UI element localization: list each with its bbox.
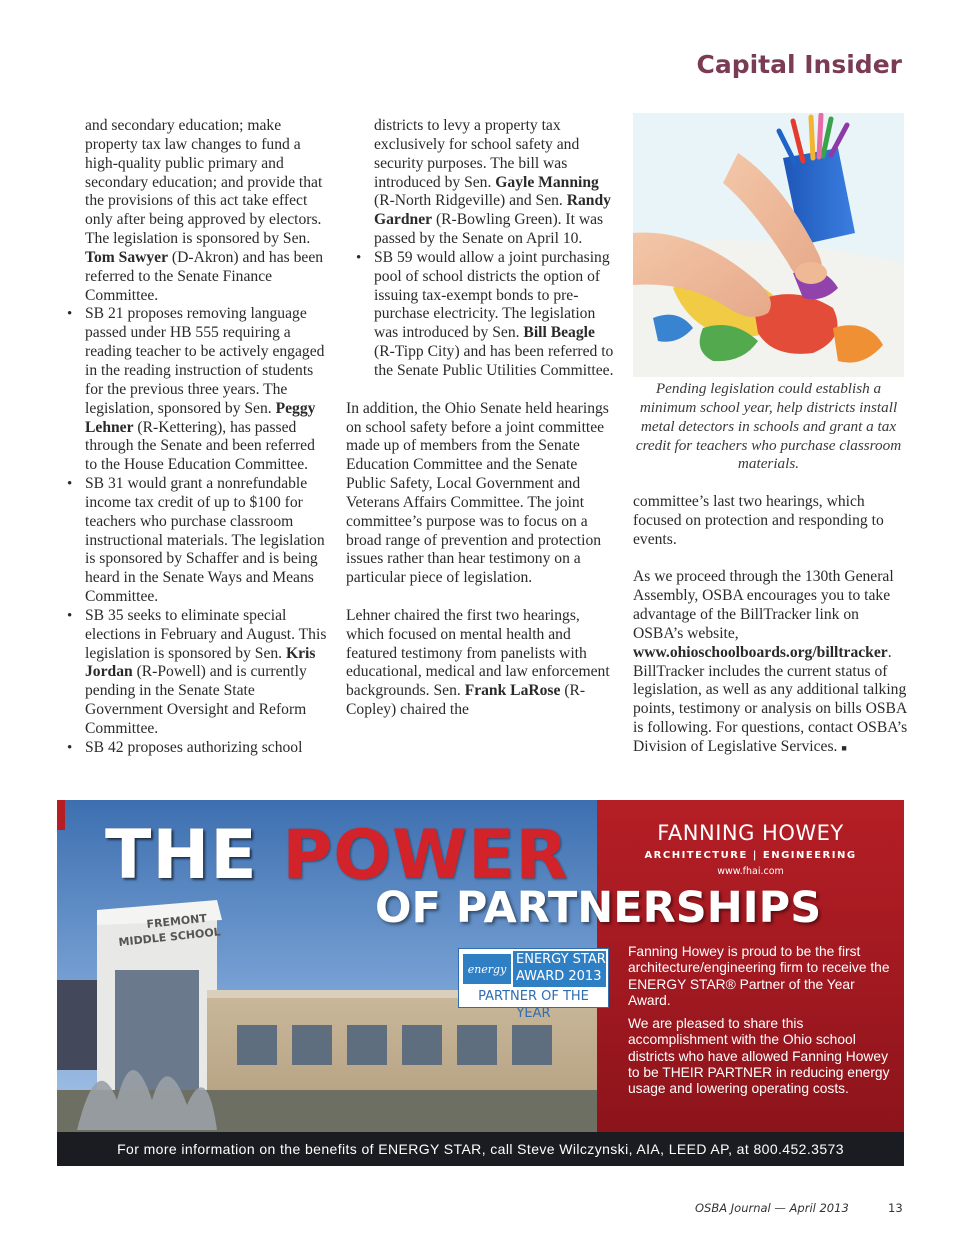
- fanning-howey-logo: [597, 820, 904, 877]
- list-item: • SB 42 proposes authorizing school: [85, 739, 330, 758]
- brand-url: www.fhai.com: [717, 866, 784, 877]
- bill-list: [374, 249, 618, 381]
- paragraph: Lehner chaired the first two hearings, which focused on mental health and featured testimony from panelists with educational, medical and law enforcement backgrounds. Sen. Frank LaRose (R-Copley) chaired the: [346, 606, 610, 719]
- list-continuation: [346, 117, 618, 381]
- children-painting-illustration: [633, 113, 904, 377]
- senator-name: Frank LaRose: [464, 682, 561, 700]
- ad-paragraph: Fanning Howey is proud to be the first architecture/engineering firm to receive the ENERGY STAR® Partner of the Year Award.: [628, 944, 890, 1008]
- spacer: [346, 588, 618, 607]
- article-column-3: [633, 493, 908, 758]
- section-title: Capital Insider: [696, 50, 902, 79]
- badge-partner-text: PARTNER OF THE YEAR: [478, 989, 589, 1021]
- list-item: • SB 59 would allow a joint purchasing pool of school districts the option of issuing tax-exempt bonds to pre-purchase electricity. The legislation was introduced by Sen. Bill Beagle (R-Tipp City) and has been referred to the Senate Public Utilities Committee.: [374, 249, 618, 381]
- senator-name: Gayle Manning: [495, 173, 599, 191]
- ad-contact-bar: For more information on the benefits of ENERGY STAR, call Steve Wilczynski, AIA, LEED AP, at 800.452.3573: [57, 1132, 904, 1166]
- senator-name: Tom Sawyer: [85, 248, 169, 266]
- brand-subtitle: ARCHITECTURE | ENGINEERING: [644, 850, 857, 861]
- svg-text:FREMONT: FREMONT: [145, 911, 208, 931]
- paragraph: As we proceed through the 130th General Assembly, OSBA encourages you to take advantage of the BillTracker link on OSBA’s website, www.ohioschoolboards.org/billtracker. BillTracker includes the current status of legislation, as well as any additional talking points, testimony or analysis on bills OSBA is following. For questions, contact OSBA’s Division of Legislative Services. ■: [633, 568, 908, 755]
- paragraph: districts to levy a property tax exclusively for school safety and security purposes. The bill was introduced by Sen. Gayle Manning (R-North Ridgeville) and Sen. Randy Gardner (R-Bowling Green). It was passed by the Senate on April 10.: [374, 117, 611, 248]
- energy-star-badge: [458, 948, 609, 1021]
- list-item: • SB 21 proposes removing language passed under HB 555 requiring a reading teacher to be actively engaged in the reading instruction of students for the previous three years. The legislation, sponsored by Sen. Peggy Lehner (R-Kettering), has passed through the Senate and been referred to the House Education Committee.: [85, 305, 330, 475]
- svg-text:MIDDLE SCHOOL: MIDDLE SCHOOL: [117, 925, 222, 949]
- senator-name: Randy Gardner: [374, 192, 611, 229]
- ad-body-copy: [628, 944, 890, 1105]
- ad-paragraph: We are pleased to share this accomplishment with the Ohio school districts who have allowed Fanning Howey to be THEIR PARTNER in reducing energy usage and lowering operating costs.: [628, 1016, 890, 1097]
- page-number: 13: [888, 1201, 903, 1215]
- journal-footer: OSBA Journal — April 2013: [695, 1201, 849, 1215]
- energy-star-icon: energy: [463, 954, 511, 984]
- classroom-photo: [633, 113, 904, 377]
- paragraph: In addition, the Ohio Senate held hearings on school safety before a joint committee made up of members from the Senate Education Committee and the Senate Public Safety, Local Government and Veterans Affairs Committee. The joint committee’s purpose was to focus on a broad range of prevention and protection issues rather than hear testimony on a particular piece of legislation.: [346, 399, 609, 587]
- ad-headline: THE POWER: [105, 816, 569, 895]
- bill-list: [85, 305, 330, 757]
- list-item: • SB 31 would grant a nonrefundable income tax credit of up to $100 for teachers who purchase classroom instructional materials. The legislation is sponsored by Schaffer and is being heard in the Senate Ways and Means Committee.: [85, 475, 330, 607]
- spacer: [346, 381, 618, 400]
- end-mark: ■: [841, 742, 847, 753]
- paragraph: and secondary education; make property tax law changes to fund a high-quality public primary and secondary education; and provide that the provisions of this act take effect only after being approved by electors. The legislation is sponsored by Sen. Tom Sawyer (D-Akron) and has been referred to the Senate Finance Committee.: [85, 117, 324, 304]
- senator-name: Bill Beagle: [523, 324, 595, 342]
- article-column-1: [85, 117, 330, 758]
- paragraph: committee’s last two hearings, which focused on protection and responding to events.: [633, 493, 884, 548]
- senator-name: Peggy Lehner: [85, 399, 316, 436]
- brand-name: FANNING HOWEY: [657, 821, 844, 845]
- billtracker-link[interactable]: www.ohioschoolboards.org/billtracker: [633, 643, 888, 661]
- badge-award-text: ENERGY STAR AWARD 2013: [513, 951, 606, 987]
- spacer: [633, 550, 908, 569]
- ad-headline-secondary: OF PARTNERSHIPS: [375, 883, 822, 933]
- photo-caption: Pending legislation could establish a minimum school year, help districts install metal detectors in schools and grant a tax credit for teachers who purchase classroom materials.: [635, 380, 902, 473]
- article-column-2: [346, 117, 618, 720]
- list-item: • SB 35 seeks to eliminate special elections in February and August. This legislation is sponsored by Sen. Kris Jordan (R-Powell) and is currently pending in the Senate State Government Oversight and Reform Committee.: [85, 607, 330, 739]
- senator-name: Kris Jordan: [85, 644, 316, 681]
- advertisement: [57, 800, 904, 1166]
